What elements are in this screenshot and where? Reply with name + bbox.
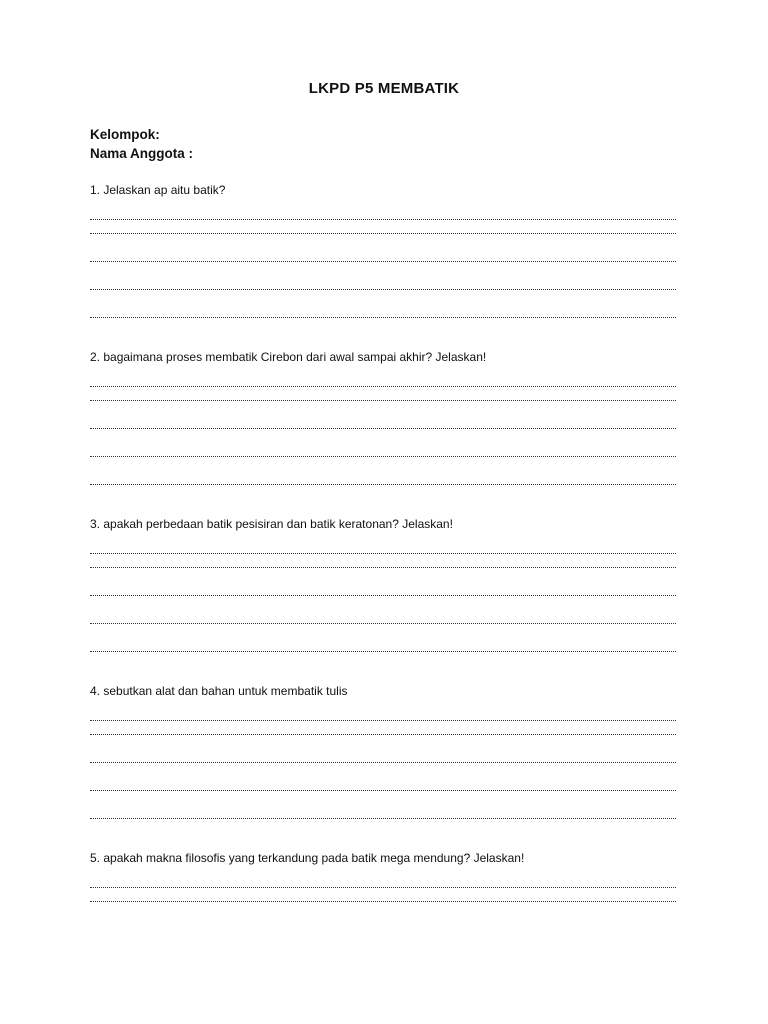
- question-3: [90, 514, 676, 681]
- answer-line[interactable]: [90, 440, 676, 468]
- answer-line[interactable]: [90, 868, 676, 885]
- answer-line[interactable]: [90, 217, 676, 245]
- question-text: 2. bagaimana proses membatik Cirebon dari awal sampai akhir? Jelaskan!: [90, 350, 487, 364]
- question-text: 1. Jelaskan ap aitu batik?: [90, 183, 226, 197]
- question-text: 5. apakah makna filosofis yang terkandung pada batik mega mendung? Jelaskan!: [90, 851, 525, 865]
- answer-line[interactable]: [90, 607, 676, 635]
- question-text: 3. apakah perbedaan batik pesisiran dan batik keratonan? Jelaskan!: [90, 517, 453, 531]
- answer-line[interactable]: [90, 384, 676, 412]
- answer-line[interactable]: [90, 245, 676, 273]
- answer-line[interactable]: [90, 301, 676, 329]
- answer-line[interactable]: [90, 200, 676, 217]
- question-1: [90, 180, 676, 347]
- answer-line[interactable]: [90, 551, 676, 579]
- question-5: [90, 848, 676, 1015]
- question-list: [90, 180, 676, 1015]
- nama-anggota-label: Nama Anggota :: [90, 146, 194, 161]
- answer-line[interactable]: [90, 885, 676, 913]
- answer-line[interactable]: [90, 774, 676, 802]
- question-2: [90, 347, 676, 514]
- question-text: 4. sebutkan alat dan bahan untuk membatik tulis: [90, 684, 348, 698]
- answer-line[interactable]: [90, 579, 676, 607]
- answer-line[interactable]: [90, 273, 676, 301]
- question-4: [90, 681, 676, 848]
- answer-line[interactable]: [90, 746, 676, 774]
- answer-line[interactable]: [90, 468, 676, 496]
- answer-line[interactable]: [90, 412, 676, 440]
- answer-line[interactable]: [90, 534, 676, 551]
- answer-line[interactable]: [90, 718, 676, 746]
- answer-line[interactable]: [90, 635, 676, 663]
- document-title: LKPD P5 MEMBATIK: [308, 80, 460, 97]
- answer-line[interactable]: [90, 367, 676, 384]
- answer-line[interactable]: [90, 802, 676, 830]
- answer-line[interactable]: [90, 701, 676, 718]
- kelompok-label: Kelompok:: [90, 127, 160, 142]
